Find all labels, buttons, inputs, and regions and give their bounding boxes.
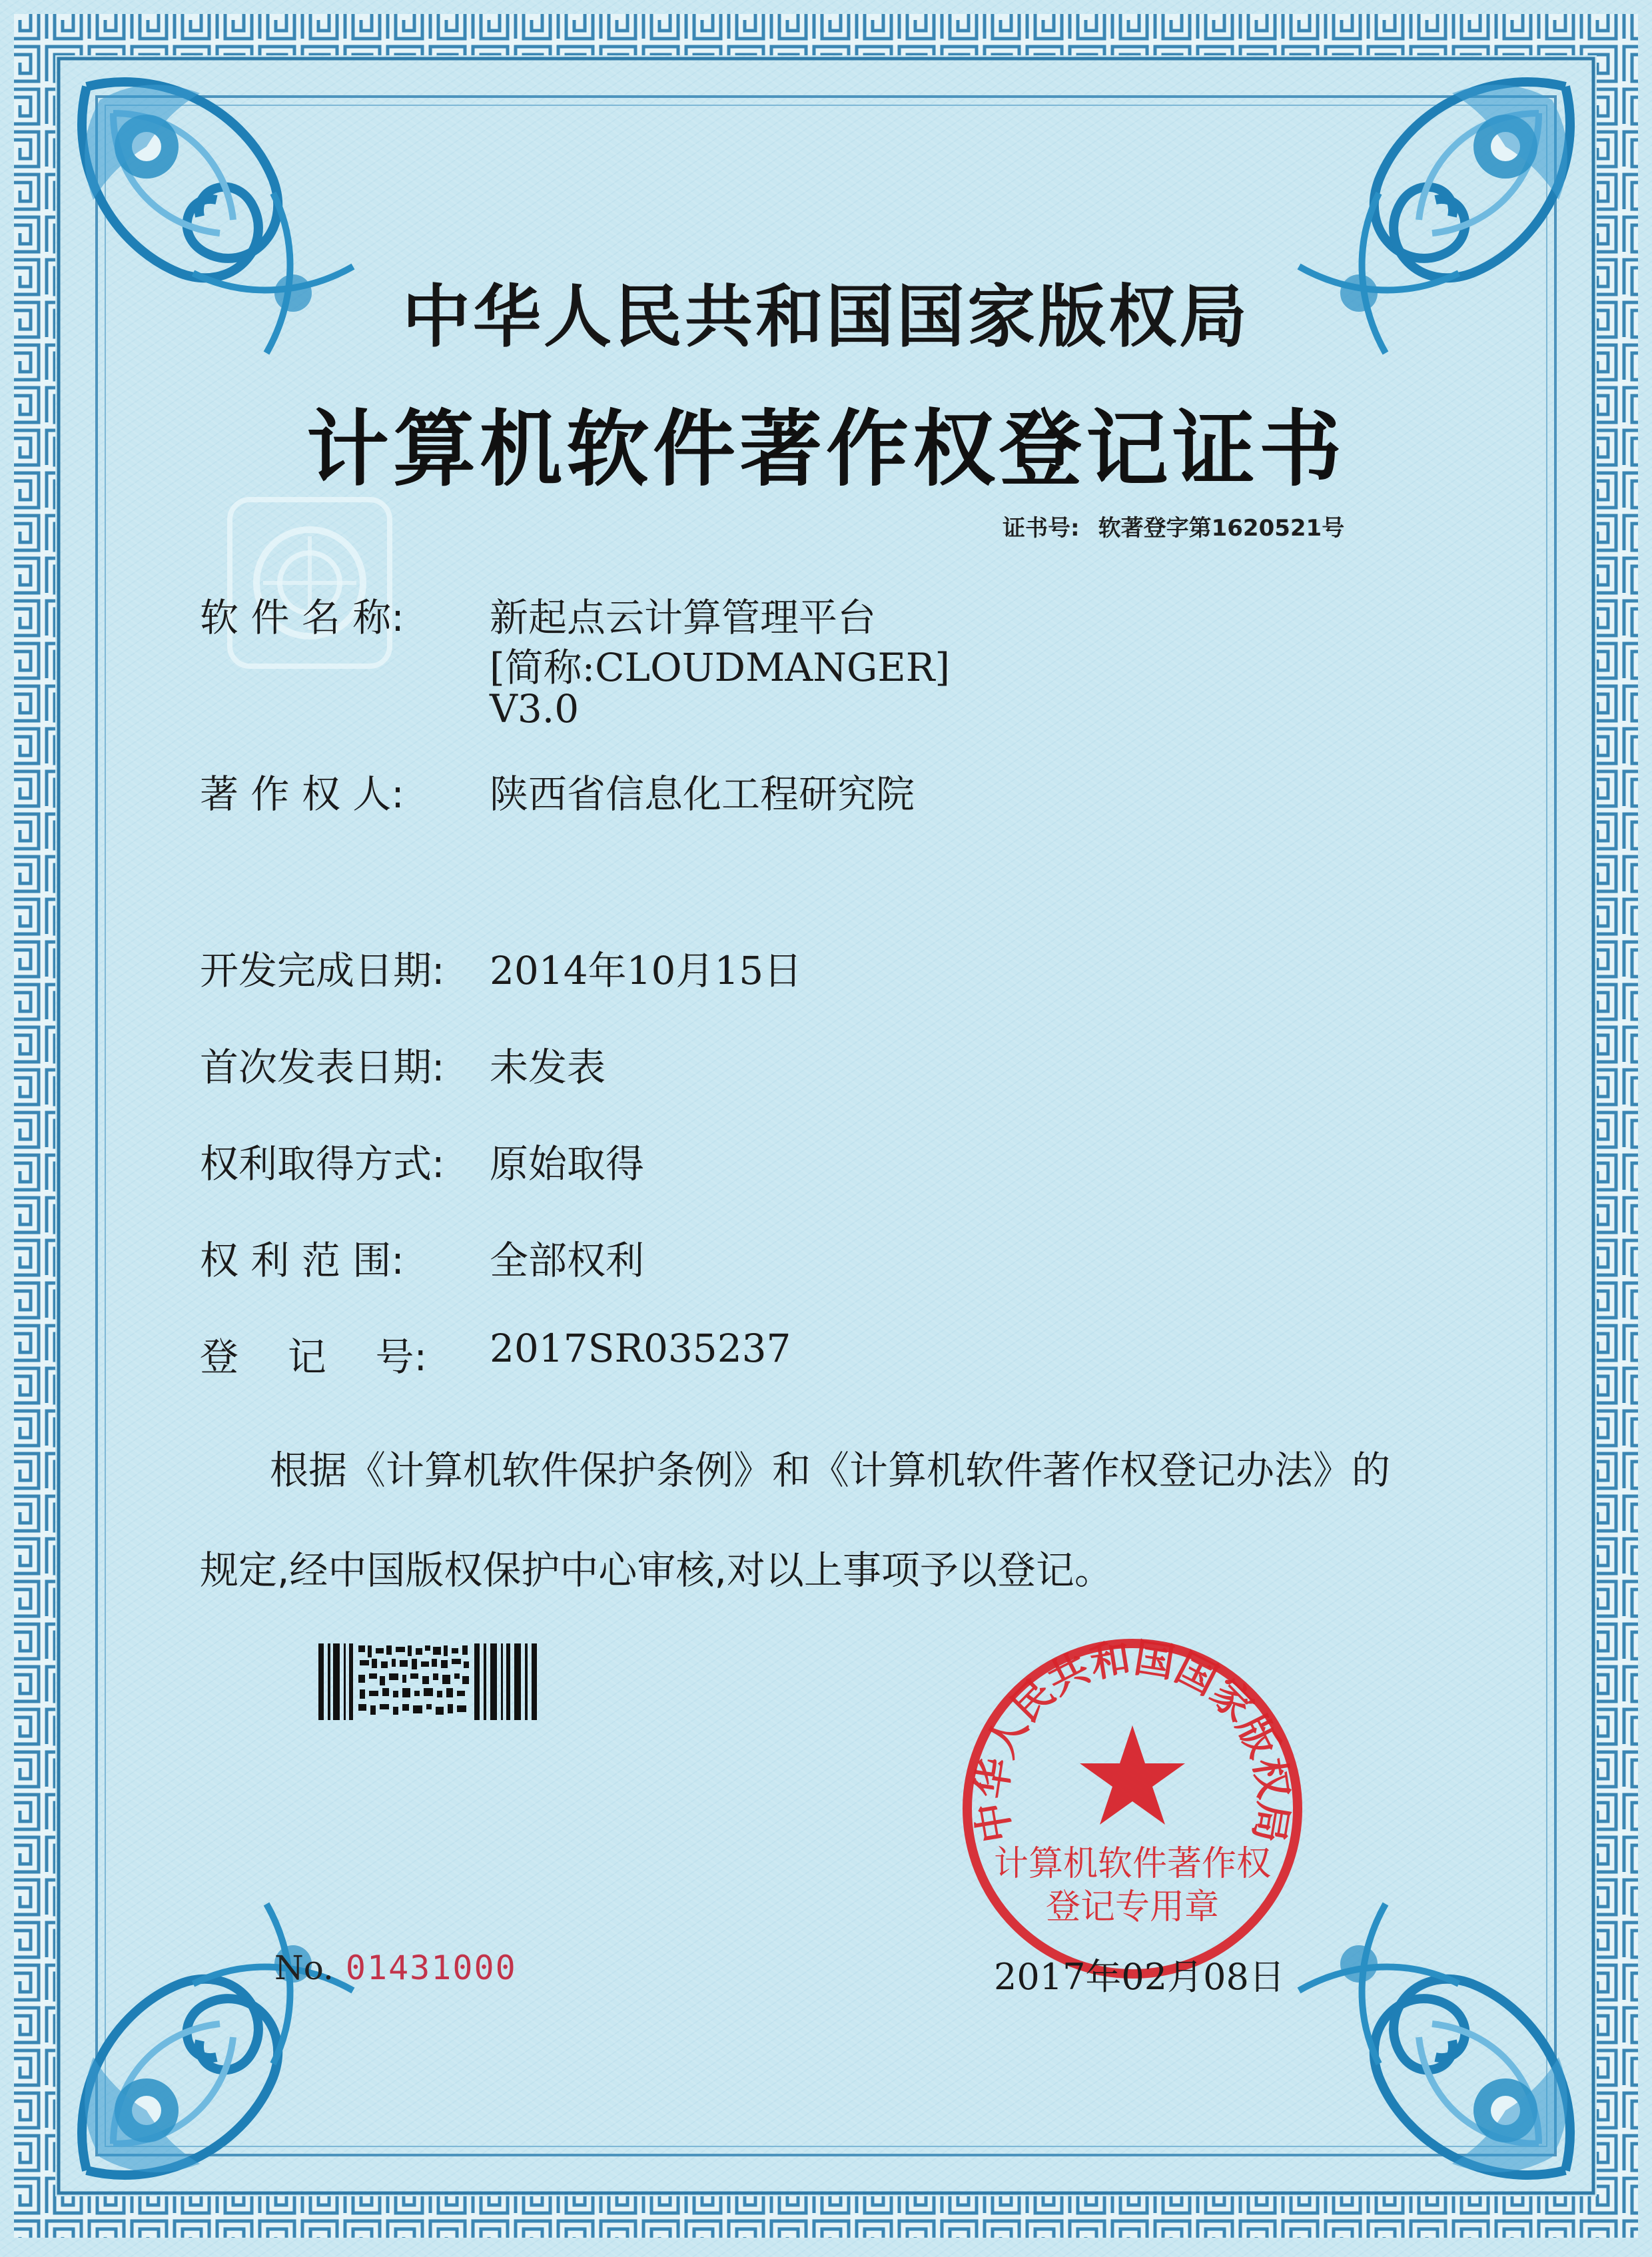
completion-date-value: 2014年10月15日 (490, 948, 803, 993)
rights-scope-value: 全部权利 (490, 1238, 645, 1283)
serial-number (274, 1949, 517, 1987)
statement-line-2: 规定,经中国版权保护中心审核,对以上事项予以登记。 (200, 1548, 1113, 1593)
certificate-number-value: 软著登字第1620521号 (1098, 515, 1345, 542)
software-version: V3.0 (490, 686, 580, 731)
official-seal (959, 1635, 1306, 1982)
seal-inner-line-1: 计算机软件著作权 (993, 1844, 1272, 1884)
rights-scope-label: 权 利 范 围: (200, 1238, 404, 1283)
issuing-authority-title: 中华人民共和国国家版权局 (402, 278, 1250, 357)
serial-number-value: 01431000 (345, 1949, 517, 1987)
software-name-label: 软 件 名 称: (200, 595, 404, 640)
statement-line-1: 根据《计算机软件保护条例》和《计算机软件著作权登记办法》的 (270, 1448, 1391, 1493)
first-publish-date-value: 未发表 (490, 1045, 606, 1090)
seal-outer-text: 中华人民共和国国家版权局 (968, 1635, 1297, 1846)
watermark-emblem (223, 493, 396, 673)
seal-inner-line-2: 登记专用章 (1045, 1887, 1220, 1927)
issue-date: 2017年02月08日 (994, 1956, 1285, 1998)
registration-number-label: 登 记 号: (200, 1334, 428, 1380)
software-name-value: 新起点云计算管理平台 (490, 595, 877, 640)
serial-prefix: No. (274, 1949, 334, 1987)
acquisition-method-label: 权利取得方式: (200, 1141, 445, 1186)
copyright-holder-value: 陕西省信息化工程研究院 (490, 771, 915, 817)
software-short-name: [简称:CLOUDMANGER] (490, 645, 950, 690)
registration-number-value: 2017SR035237 (490, 1326, 791, 1371)
completion-date-label: 开发完成日期: (200, 948, 445, 993)
certificate-number (1003, 510, 1344, 542)
certificate-number-label: 证书号: (1003, 515, 1080, 542)
acquisition-method-value: 原始取得 (490, 1141, 645, 1186)
certificate-title: 计算机软件著作权登记证书 (306, 401, 1346, 498)
copyright-holder-label: 著 作 权 人: (200, 771, 404, 817)
barcode-image (318, 1640, 545, 1723)
first-publish-date-label: 首次发表日期: (200, 1045, 445, 1090)
